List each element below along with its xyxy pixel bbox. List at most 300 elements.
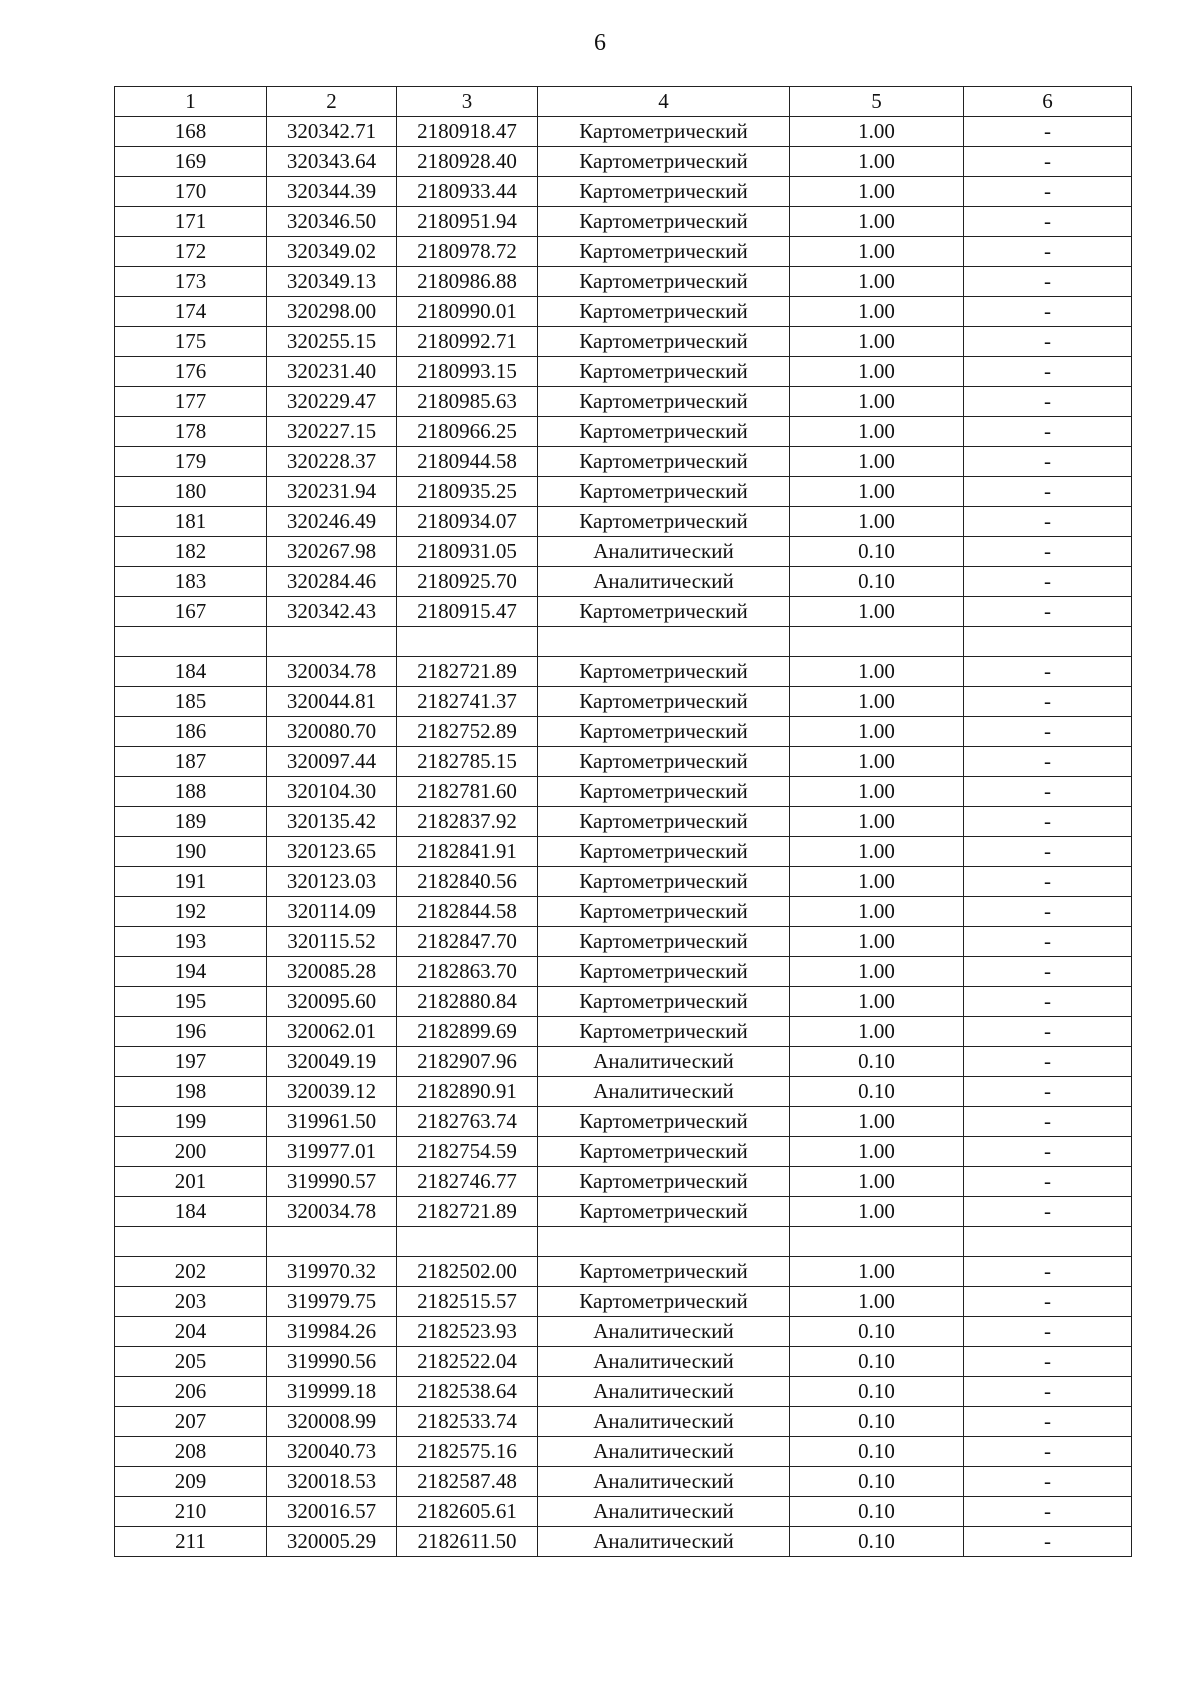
table-row [115,597,1132,627]
point-number-cell [115,627,267,657]
x-coordinate-cell: 320005.29 [267,1527,397,1557]
accuracy-cell: 1.00 [790,147,964,177]
note-cell: - [964,1377,1132,1407]
x-coordinate-cell: 320346.50 [267,207,397,237]
note-cell: - [964,567,1132,597]
accuracy-cell: 1.00 [790,387,964,417]
method-cell: Картометрический [538,837,790,867]
note-cell [964,627,1132,657]
method-cell: Картометрический [538,387,790,417]
accuracy-cell: 0.10 [790,1527,964,1557]
note-cell: - [964,1527,1132,1557]
point-number-cell: 172 [115,237,267,267]
y-coordinate-cell: 2180931.05 [397,537,538,567]
x-coordinate-cell: 320085.28 [267,957,397,987]
method-cell: Картометрический [538,267,790,297]
note-cell: - [964,1287,1132,1317]
point-number-cell: 192 [115,897,267,927]
x-coordinate-cell: 320016.57 [267,1497,397,1527]
header-cell-6: 6 [964,87,1132,117]
point-number-cell: 206 [115,1377,267,1407]
x-coordinate-cell: 320039.12 [267,1077,397,1107]
x-coordinate-cell [267,1227,397,1257]
note-cell: - [964,1347,1132,1377]
method-cell: Картометрический [538,927,790,957]
y-coordinate-cell: 2182575.16 [397,1437,538,1467]
note-cell: - [964,897,1132,927]
x-coordinate-cell: 320284.46 [267,567,397,597]
y-coordinate-cell: 2182837.92 [397,807,538,837]
method-cell: Картометрический [538,717,790,747]
accuracy-cell: 0.10 [790,537,964,567]
accuracy-cell: 1.00 [790,327,964,357]
note-cell: - [964,717,1132,747]
y-coordinate-cell: 2182721.89 [397,1197,538,1227]
note-cell: - [964,747,1132,777]
x-coordinate-cell: 320044.81 [267,687,397,717]
point-number-cell: 190 [115,837,267,867]
y-coordinate-cell: 2182844.58 [397,897,538,927]
x-coordinate-cell: 320246.49 [267,507,397,537]
method-cell: Картометрический [538,297,790,327]
x-coordinate-cell [267,627,397,657]
accuracy-cell: 1.00 [790,597,964,627]
point-number-cell: 196 [115,1017,267,1047]
x-coordinate-cell: 320267.98 [267,537,397,567]
note-cell: - [964,1107,1132,1137]
x-coordinate-cell: 320343.64 [267,147,397,177]
x-coordinate-cell: 320229.47 [267,387,397,417]
accuracy-cell: 1.00 [790,267,964,297]
table-row [115,537,1132,567]
x-coordinate-cell: 320097.44 [267,747,397,777]
table-row [115,807,1132,837]
header-cell-3: 3 [397,87,538,117]
y-coordinate-cell: 2182741.37 [397,687,538,717]
note-cell: - [964,777,1132,807]
point-number-cell: 210 [115,1497,267,1527]
accuracy-cell: 1.00 [790,1017,964,1047]
point-number-cell: 193 [115,927,267,957]
table-row [115,687,1132,717]
accuracy-cell: 0.10 [790,1407,964,1437]
point-number-cell: 180 [115,477,267,507]
table-row [115,1197,1132,1227]
point-number-cell: 177 [115,387,267,417]
method-cell: Картометрический [538,807,790,837]
y-coordinate-cell [397,1227,538,1257]
point-number-cell: 188 [115,777,267,807]
x-coordinate-cell: 320104.30 [267,777,397,807]
accuracy-cell: 1.00 [790,927,964,957]
accuracy-cell: 1.00 [790,507,964,537]
point-number-cell: 169 [115,147,267,177]
accuracy-cell: 1.00 [790,1137,964,1167]
method-cell: Аналитический [538,1347,790,1377]
table-row [115,987,1132,1017]
note-cell: - [964,957,1132,987]
x-coordinate-cell: 320342.43 [267,597,397,627]
note-cell: - [964,987,1132,1017]
table-row [115,1347,1132,1377]
point-number-cell: 183 [115,567,267,597]
table-row [115,567,1132,597]
x-coordinate-cell: 320228.37 [267,447,397,477]
y-coordinate-cell: 2180986.88 [397,267,538,297]
note-cell: - [964,1497,1132,1527]
method-cell: Картометрический [538,147,790,177]
point-number-cell: 170 [115,177,267,207]
note-cell: - [964,357,1132,387]
y-coordinate-cell: 2182611.50 [397,1527,538,1557]
accuracy-cell: 1.00 [790,1167,964,1197]
header-cell-4: 4 [538,87,790,117]
note-cell: - [964,1317,1132,1347]
x-coordinate-cell: 319961.50 [267,1107,397,1137]
accuracy-cell [790,1227,964,1257]
method-cell: Картометрический [538,417,790,447]
note-cell: - [964,117,1132,147]
table-row [115,747,1132,777]
method-cell: Аналитический [538,1047,790,1077]
y-coordinate-cell: 2180990.01 [397,297,538,327]
note-cell: - [964,267,1132,297]
header-cell-1: 1 [115,87,267,117]
accuracy-cell: 1.00 [790,1287,964,1317]
x-coordinate-cell: 320342.71 [267,117,397,147]
table-row [115,1467,1132,1497]
point-number-cell [115,1227,267,1257]
y-coordinate-cell: 2182515.57 [397,1287,538,1317]
table-row [115,1257,1132,1287]
table-body [115,117,1132,1557]
table-row [115,867,1132,897]
y-coordinate-cell: 2182523.93 [397,1317,538,1347]
table-row [115,1017,1132,1047]
note-cell: - [964,1137,1132,1167]
x-coordinate-cell: 320114.09 [267,897,397,927]
accuracy-cell: 1.00 [790,417,964,447]
method-cell: Картометрический [538,777,790,807]
point-number-cell: 195 [115,987,267,1017]
accuracy-cell [790,627,964,657]
y-coordinate-cell: 2182754.59 [397,1137,538,1167]
y-coordinate-cell: 2180978.72 [397,237,538,267]
method-cell: Картометрический [538,357,790,387]
accuracy-cell: 1.00 [790,477,964,507]
accuracy-cell: 0.10 [790,1317,964,1347]
x-coordinate-cell: 319990.57 [267,1167,397,1197]
x-coordinate-cell: 320115.52 [267,927,397,957]
point-number-cell: 202 [115,1257,267,1287]
note-cell: - [964,477,1132,507]
table-row [115,1167,1132,1197]
y-coordinate-cell: 2180966.25 [397,417,538,447]
method-cell: Аналитический [538,567,790,597]
y-coordinate-cell: 2182863.70 [397,957,538,987]
method-cell: Аналитический [538,537,790,567]
note-cell: - [964,537,1132,567]
table-row-separator [115,627,1132,657]
x-coordinate-cell: 320049.19 [267,1047,397,1077]
table-row [115,207,1132,237]
method-cell: Картометрический [538,957,790,987]
note-cell: - [964,807,1132,837]
accuracy-cell: 1.00 [790,867,964,897]
note-cell: - [964,177,1132,207]
y-coordinate-cell: 2180951.94 [397,207,538,237]
point-number-cell: 203 [115,1287,267,1317]
table-row [115,777,1132,807]
note-cell: - [964,387,1132,417]
note-cell: - [964,147,1132,177]
note-cell: - [964,1257,1132,1287]
note-cell: - [964,687,1132,717]
method-cell: Аналитический [538,1407,790,1437]
accuracy-cell: 1.00 [790,177,964,207]
note-cell: - [964,207,1132,237]
accuracy-cell: 1.00 [790,897,964,927]
y-coordinate-cell: 2182746.77 [397,1167,538,1197]
note-cell: - [964,1407,1132,1437]
point-number-cell: 199 [115,1107,267,1137]
x-coordinate-cell: 320135.42 [267,807,397,837]
y-coordinate-cell: 2182587.48 [397,1467,538,1497]
table-row [115,447,1132,477]
accuracy-cell: 1.00 [790,837,964,867]
y-coordinate-cell: 2182502.00 [397,1257,538,1287]
table-row [115,927,1132,957]
method-cell [538,627,790,657]
method-cell: Картометрический [538,507,790,537]
table-row [115,1437,1132,1467]
x-coordinate-cell: 320008.99 [267,1407,397,1437]
note-cell: - [964,1017,1132,1047]
method-cell: Картометрический [538,177,790,207]
point-number-cell: 197 [115,1047,267,1077]
point-number-cell: 211 [115,1527,267,1557]
note-cell: - [964,297,1132,327]
table-row [115,357,1132,387]
y-coordinate-cell: 2180915.47 [397,597,538,627]
point-number-cell: 184 [115,657,267,687]
header-row [115,87,1132,117]
y-coordinate-cell: 2180944.58 [397,447,538,477]
table-row [115,327,1132,357]
point-number-cell: 168 [115,117,267,147]
method-cell: Картометрический [538,207,790,237]
x-coordinate-cell: 320123.65 [267,837,397,867]
y-coordinate-cell: 2182899.69 [397,1017,538,1047]
x-coordinate-cell: 320018.53 [267,1467,397,1497]
accuracy-cell: 0.10 [790,1497,964,1527]
accuracy-cell: 0.10 [790,567,964,597]
y-coordinate-cell: 2180985.63 [397,387,538,417]
accuracy-cell: 1.00 [790,687,964,717]
note-cell: - [964,927,1132,957]
accuracy-cell: 1.00 [790,207,964,237]
table-row [115,837,1132,867]
y-coordinate-cell: 2180925.70 [397,567,538,597]
x-coordinate-cell: 320080.70 [267,717,397,747]
point-number-cell: 187 [115,747,267,777]
point-number-cell: 181 [115,507,267,537]
x-coordinate-cell: 320349.02 [267,237,397,267]
accuracy-cell: 1.00 [790,1197,964,1227]
page-number: 6 [594,30,606,56]
accuracy-cell: 1.00 [790,1257,964,1287]
table-row [115,897,1132,927]
method-cell: Картометрический [538,1197,790,1227]
method-cell: Картометрический [538,1017,790,1047]
table-row [115,1107,1132,1137]
x-coordinate-cell: 320040.73 [267,1437,397,1467]
method-cell: Аналитический [538,1317,790,1347]
point-number-cell: 185 [115,687,267,717]
accuracy-cell: 0.10 [790,1467,964,1497]
y-coordinate-cell: 2180935.25 [397,477,538,507]
y-coordinate-cell: 2182781.60 [397,777,538,807]
note-cell: - [964,1197,1132,1227]
point-number-cell: 198 [115,1077,267,1107]
x-coordinate-cell: 320227.15 [267,417,397,447]
method-cell: Картометрический [538,867,790,897]
accuracy-cell: 1.00 [790,447,964,477]
method-cell: Картометрический [538,327,790,357]
point-number-cell: 173 [115,267,267,297]
accuracy-cell: 1.00 [790,1107,964,1137]
accuracy-cell: 1.00 [790,777,964,807]
note-cell: - [964,1467,1132,1497]
method-cell: Картометрический [538,987,790,1017]
table-row [115,1527,1132,1557]
x-coordinate-cell: 319970.32 [267,1257,397,1287]
table-row [115,297,1132,327]
method-cell: Картометрический [538,597,790,627]
y-coordinate-cell: 2182907.96 [397,1047,538,1077]
header-cell-5: 5 [790,87,964,117]
table-row [115,237,1132,267]
y-coordinate-cell: 2182785.15 [397,747,538,777]
note-cell: - [964,657,1132,687]
method-cell: Картометрический [538,1167,790,1197]
y-coordinate-cell: 2182533.74 [397,1407,538,1437]
table-row [115,387,1132,417]
point-number-cell: 207 [115,1407,267,1437]
y-coordinate-cell: 2182763.74 [397,1107,538,1137]
x-coordinate-cell: 320095.60 [267,987,397,1017]
method-cell: Картометрический [538,1137,790,1167]
note-cell: - [964,1077,1132,1107]
method-cell: Аналитический [538,1467,790,1497]
y-coordinate-cell: 2182605.61 [397,1497,538,1527]
point-number-cell: 167 [115,597,267,627]
point-number-cell: 204 [115,1317,267,1347]
point-number-cell: 194 [115,957,267,987]
y-coordinate-cell: 2182841.91 [397,837,538,867]
method-cell: Аналитический [538,1437,790,1467]
point-number-cell: 186 [115,717,267,747]
x-coordinate-cell: 319977.01 [267,1137,397,1167]
accuracy-cell: 0.10 [790,1347,964,1377]
method-cell [538,1227,790,1257]
point-number-cell: 174 [115,297,267,327]
point-number-cell: 184 [115,1197,267,1227]
y-coordinate-cell: 2180992.71 [397,327,538,357]
table-row [115,417,1132,447]
x-coordinate-cell: 320034.78 [267,657,397,687]
method-cell: Картометрический [538,237,790,267]
note-cell: - [964,447,1132,477]
point-number-cell: 209 [115,1467,267,1497]
table-row [115,717,1132,747]
table-row [115,1317,1132,1347]
accuracy-cell: 1.00 [790,717,964,747]
table-row-separator [115,1227,1132,1257]
table-row [115,177,1132,207]
note-cell: - [964,327,1132,357]
accuracy-cell: 1.00 [790,657,964,687]
accuracy-cell: 1.00 [790,357,964,387]
accuracy-cell: 0.10 [790,1077,964,1107]
method-cell: Картометрический [538,1107,790,1137]
y-coordinate-cell: 2180933.44 [397,177,538,207]
method-cell: Картометрический [538,1257,790,1287]
accuracy-cell: 1.00 [790,747,964,777]
table-row [115,1077,1132,1107]
method-cell: Аналитический [538,1527,790,1557]
y-coordinate-cell: 2180928.40 [397,147,538,177]
y-coordinate-cell: 2182752.89 [397,717,538,747]
point-number-cell: 201 [115,1167,267,1197]
table-row [115,1377,1132,1407]
x-coordinate-cell: 320298.00 [267,297,397,327]
point-number-cell: 191 [115,867,267,897]
accuracy-cell: 1.00 [790,987,964,1017]
x-coordinate-cell: 319990.56 [267,1347,397,1377]
method-cell: Картометрический [538,117,790,147]
y-coordinate-cell: 2182840.56 [397,867,538,897]
table-row [115,1047,1132,1077]
table-row [115,957,1132,987]
table-row [115,477,1132,507]
y-coordinate-cell: 2180993.15 [397,357,538,387]
point-number-cell: 179 [115,447,267,477]
point-number-cell: 182 [115,537,267,567]
y-coordinate-cell: 2180934.07 [397,507,538,537]
y-coordinate-cell: 2182538.64 [397,1377,538,1407]
x-coordinate-cell: 319984.26 [267,1317,397,1347]
x-coordinate-cell: 320231.40 [267,357,397,387]
method-cell: Картометрический [538,477,790,507]
coordinates-table [114,86,1132,1557]
table-row [115,1497,1132,1527]
note-cell [964,1227,1132,1257]
note-cell: - [964,1047,1132,1077]
accuracy-cell: 1.00 [790,117,964,147]
point-number-cell: 189 [115,807,267,837]
note-cell: - [964,1437,1132,1467]
table-row [115,147,1132,177]
x-coordinate-cell: 319999.18 [267,1377,397,1407]
method-cell: Картометрический [538,657,790,687]
x-coordinate-cell: 319979.75 [267,1287,397,1317]
note-cell: - [964,507,1132,537]
point-number-cell: 208 [115,1437,267,1467]
x-coordinate-cell: 320123.03 [267,867,397,897]
method-cell: Картометрический [538,1287,790,1317]
table-row [115,117,1132,147]
